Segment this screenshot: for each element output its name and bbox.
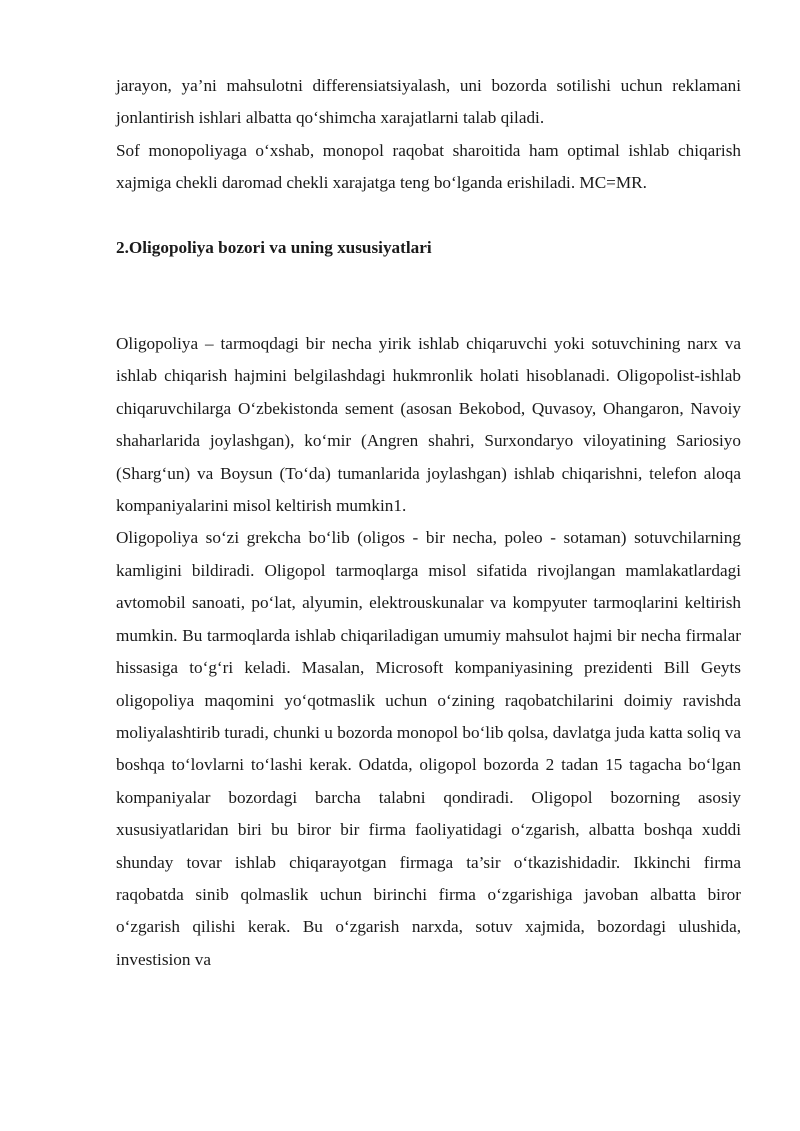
spacer bbox=[116, 264, 741, 328]
paragraph-3: Oligopoliya – tarmoqdagi bir necha yirik ishlab chiqaruvchi yoki sotuvchining narx va ishlab chiqarish hajmini belgilashdagi hukmronlik holati hisoblanadi. Oligopolist-ishlab chiqaruvchilarga O‘zbekistonda sement (asosan Bekobod, Quvasoy, Ohangaron, Navoiy shaharlarida joylashgan), ko‘mir (Angren shahri, Surxondaryo viloyatining Sariosiyo (Sharg‘un) va Boysun (To‘da) tumanlarida joylashgan) ishlab chiqarishni, telefon aloqa kompaniyalarini misol keltirish mumkin1. bbox=[116, 334, 741, 516]
section-heading: 2.Oligopoliya bozori va uning xususiyatlari bbox=[116, 237, 432, 257]
paragraph-4: Oligopoliya so‘zi grekcha bo‘lib (oligos - bir necha, poleo - sotaman) sotuvchilarning kamligini bildiradi. Oligopol tarmoqlarga misol sifatida rivojlangan mamlakatlardagi avtomobil sanoati, po‘lat, alyumin, elektrouskunalar va kompyuter tarmoqlarini keltirish mumkin. Bu tarmoqlarda ishlab chiqariladigan umumiy mahsulot hajmi bir necha firmalar hissasiga to‘g‘ri keladi. Masalan, Microsoft kompaniyasining prezidenti Bill Geyts oligopoliya maqomini yo‘qotmaslik uchun o‘zining raqobatchilarini doimiy ravishda moliyalashtirib turadi, chunki u bozorda monopol bo‘lib qolsa, davlatga juda katta soliq va boshqa to‘lovlarni to‘lashi kerak. Odatda, oligopol bozorda 2 tadan 15 tagacha bo‘lgan kompaniyalar bozordagi barcha talabni qondiradi. Oligopol bozorning asosiy xususiyatlaridan biri bu biror bir firma faoliyatidagi o‘zgarish, albatta boshqa xuddi shunday tovar ishlab chiqarayotgan firmaga ta’sir o‘tkazishidadir. Ikkinchi firma raqobatda sinib qolmaslik uchun birinchi firma o‘zgarishiga javoban albatta biror o‘zgarish qilishi kerak. Bu o‘zgarish narxda, sotuv xajmida, bozordagi ulushida, investision va bbox=[116, 528, 741, 969]
paragraph-1: jarayon, ya’ni mahsulotni differensiatsiyalash, uni bozorda sotilishi uchun reklamani jonlantirish ishlari albatta qo‘shimcha xarajatlarni talab qiladi. bbox=[116, 76, 741, 128]
spacer bbox=[116, 200, 741, 232]
document-page bbox=[116, 70, 741, 976]
paragraph-2: Sof monopoliyaga o‘xshab, monopol raqobat sharoitida ham optimal ishlab chiqarish xajmiga chekli daromad chekli xarajatga teng bo‘lganda erishiladi. MC=MR. bbox=[116, 140, 741, 193]
